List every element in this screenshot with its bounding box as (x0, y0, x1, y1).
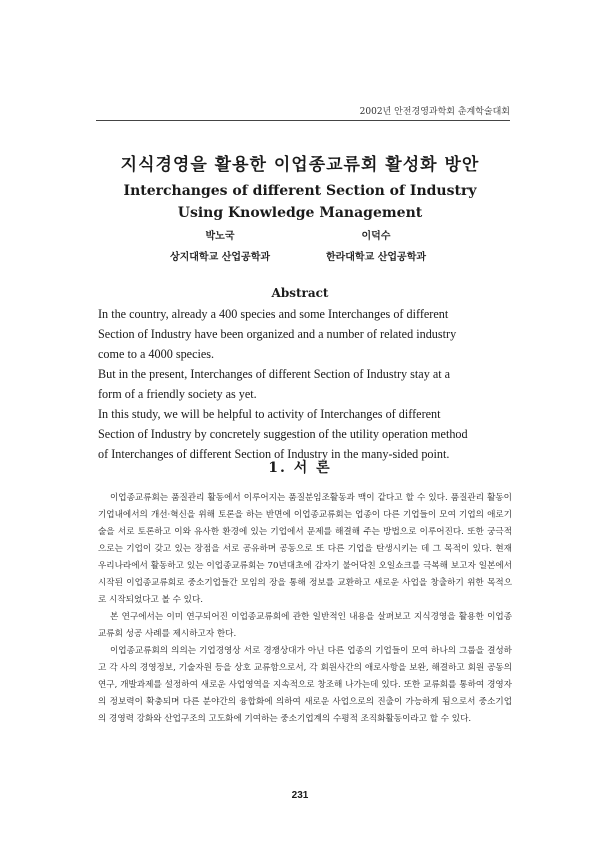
body-paragraph: 이업종교류회의 의의는 기업경영상 서로 경쟁상대가 아닌 다른 업종의 기업들이 모여 하나의 그룹을 결성하고 각 사의 경영정보, 기술자원 등을 상호 교류함으로서, 각 회원사간의 애로사항을 보완, 해결하고 회원 공동의 연구, 개발과제를 설정하여 새로운 사업영역을 지속적으로 창조해 나가는데 있다. 또한 교류회를 통하여 경영자의 정보력이 확충되며 다른 분야간의 융합화에 의하여 새로운 사업으로의 진출이 가능하게 됨으로서 중소기업의 경영력 강화와 산업구조의 고도화에 기여하는 중소기업계의 수평적 조직화활동이라고 할 수 있다. (98, 646, 512, 724)
paper-title-korean: 지식경영을 활용한 이업종교류회 활성화 방안 (120, 155, 480, 175)
author-name: 박노국 (205, 231, 235, 242)
body-paragraph: 이업종교류회는 품질관리 활동에서 이루어지는 품질분임조활동과 맥이 같다고 할 수 있다. 품질관리 활동이 기업내에서의 개선·혁신을 위해 토론을 하는 반면에 이업종교류회는 업종이 다른 기업들이 모여 기업의 애로기술을 서로 토론하고 이와 유사한 환경에 있는 기업에서 문제를 해결해 주는 방법으로 이루어진다. 또한 궁극적으로는 기업이 갖고 있는 장점을 서로 공유하며 공동으로 또 다른 기업을 탄생시키는 데 그 목적이 있다. 현재 우리나라에서 활동하고 있는 이업종교류회는 70년대초에 감자기 불어닥친 오일쇼크를 극복해 보고자 일본에서 시작된 이업종교류회로 중소기업들간 모임의 장을 통해 정보를 교환하고 새로운 사업을 창출하기 위한 목적으로 시작되었다고 볼 수 있다. (98, 493, 512, 605)
page-number: 231 (291, 790, 309, 801)
abstract-line: form of a friendly society as yet. (98, 387, 257, 401)
header-rule (96, 120, 510, 121)
section-heading: 1. 서 론 (268, 460, 332, 476)
author-name: 이덕수 (361, 231, 391, 242)
abstract-body (98, 304, 512, 464)
abstract-line: In the country, already a 400 species and some Interchanges of different (98, 307, 449, 321)
body-paragraph: 본 연구에서는 이미 연구되어진 이업종교류회에 관한 일반적인 내용을 살펴보고 지식경영을 활용한 이업종교류회 성공 사례를 제시하고자 한다. (98, 612, 512, 639)
author-1 (150, 227, 290, 263)
abstract-line: Section of Industry by concretely suggestion of the utility operation method (98, 427, 468, 441)
author-2 (306, 227, 446, 263)
abstract-heading: Abstract (271, 286, 329, 300)
conference-header: 2002년 안전경영과학회 춘계학술대회 (359, 107, 510, 117)
paper-title-english (0, 180, 600, 224)
title-english-line2: Using Knowledge Management (177, 205, 423, 221)
title-english-line1: Interchanges of different Section of Industry (123, 183, 477, 199)
abstract-line: But in the present, Interchanges of different Section of Industry stay at a (98, 367, 451, 381)
abstract-line: of Interchanges of different Section of Industry in the many-sided point. (98, 447, 450, 461)
author-affiliation: 한라대학교 산업공학과 (325, 252, 427, 263)
section-body (98, 490, 512, 728)
abstract-line: Section of Industry have been organized and a number of related industry (98, 327, 457, 341)
abstract-line: In this study, we will be helpful to activity of Interchanges of different (98, 407, 441, 421)
abstract-line: come to a 4000 species. (98, 347, 215, 361)
author-affiliation: 상지대학교 산업공학과 (169, 252, 271, 263)
